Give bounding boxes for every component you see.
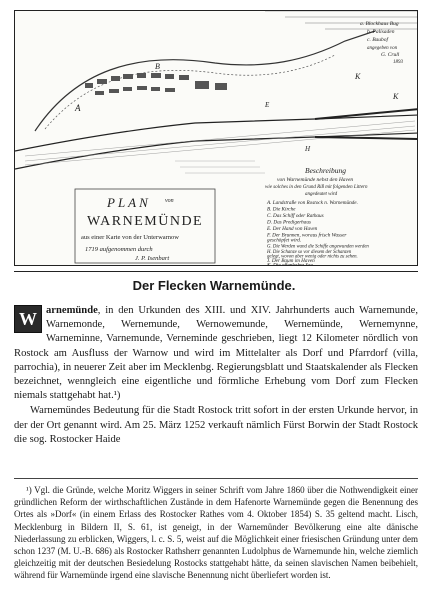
header-rule <box>14 271 418 272</box>
svg-text:D. Das Predigerhaus: D. Das Predigerhaus <box>267 219 311 226</box>
svg-text:Beschreibung: Beschreibung <box>305 166 346 175</box>
town-blocks <box>85 73 227 95</box>
svg-text:C. Das Schiff oder Rathaus: C. Das Schiff oder Rathaus <box>267 213 324 219</box>
svg-text:b. Palisaden: b. Palisaden <box>367 29 395 35</box>
svg-text:a. Blockhaus Bug: a. Blockhaus Bug <box>360 21 399 27</box>
svg-text:gelegt, wovon aber wenig oder: gelegt, wovon aber wenig oder nichts zu sehen. <box>267 254 358 260</box>
body-text <box>14 304 418 447</box>
svg-text:K: K <box>355 72 361 81</box>
river-bank-north <box>15 115 418 151</box>
svg-text:H. Die Schanze so vor diesem d: H. Die Schanze so vor diesem der Schanzen <box>267 250 352 255</box>
svg-text:wie solches in den Grund Riß m: wie solches in den Grund Riß mit folgenden Littern <box>265 185 368 190</box>
map-drawing <box>15 11 418 266</box>
svg-text:J. Der Baum im Haven: J. Der Baum im Haven <box>267 258 315 264</box>
svg-text:F. Der Brunnen, woraus frisch: F. Der Brunnen, woraus frisch Wasser <box>267 232 347 239</box>
paragraph-1 <box>14 304 418 403</box>
svg-text:E: E <box>265 101 270 109</box>
paragraph-2: Warnemündes Bedeutung für die Stadt Rostock tritt sofort in der ersten Urkunde hervor, in der der Ort genannt wird. Am 25. März 1252 verkauft nämlich Fürst Borwin der Stadt Rostock die sog. Rostocker Haide <box>14 405 418 445</box>
svg-text:von Warnemünde nebst den Haven: von Warnemünde nebst den Haven <box>277 177 354 183</box>
svg-text:1893: 1893 <box>393 60 403 65</box>
svg-text:K. Die offenbahre See.: K. Die offenbahre See. <box>267 262 314 267</box>
svg-text:G. Die Werden wand die Schiffe: G. Die Werden wand die Schiffe angewunden werden <box>267 244 369 250</box>
map-title-plan: PLAN <box>107 195 151 210</box>
paragraph-1-lead: arnemünde <box>46 305 98 316</box>
map-title-von: von <box>165 198 174 204</box>
map-surveyed-line2: J. P. Isenbart <box>135 255 170 262</box>
map-title-name: WARNEMÜNDE <box>87 214 204 229</box>
svg-text:B: B <box>155 62 160 71</box>
svg-text:geschöpfet wird.: geschöpfet wird. <box>267 237 302 244</box>
svg-text:B. Die Kirche: B. Die Kirche <box>267 206 296 213</box>
map-subtitle: aus einer Karte von der Unterwarnow <box>81 234 180 241</box>
map-surveyed-line1: 1719 aufgenommen durch <box>85 246 153 253</box>
footnote: ¹) Vgl. die Gründe, welche Moritz Wiggers in seiner Schrift vom Jahre 1860 über die Nothwendigkeit einer gründlichen Reform der wirthschaftlichen Zustände in dem Hafenorte Warnemünde gegen die Benennung des Ortes als »Dorf« (in einem Erlass des Rostocker Rathes vom 4. Oktober 1854) S. 35 geltend macht. Lisch, Mecklenburg in Bildern II, S. 61, ist geneigt, in der Warnemünder Bevölkerung eine alte dänische Niederlassung zu erblicken, Wiggers, l. c. S. 5, weist auf die Möglichkeit einer friesischen Gründung unter dem schon 1237 (M. U.-B. 686) als Rostocker Rathsherr genannten Ludolphus de Warnemunde hin, welche ziemlich gleichzeitig mit der deutschen Besiedelung Rostocks stattgehabt hätte, da seinen slavischen Namen beibehielt, während für Warnemünde irgend eine slavische Benennung nicht überliefert worden ist. <box>14 485 418 581</box>
drop-cap: W <box>14 305 42 333</box>
svg-text:E. Der Hand von Haven: E. Der Hand von Haven <box>267 226 318 232</box>
footnote-rule <box>14 478 418 479</box>
svg-text:A. Landstraße von Rostock n. W: A. Landstraße von Rostock n. Warnemünde. <box>267 200 358 206</box>
svg-text:H: H <box>305 145 311 153</box>
map-legend <box>265 166 369 266</box>
svg-text:angedeutet wird: angedeutet wird <box>305 192 338 197</box>
svg-text:K: K <box>393 92 399 101</box>
paragraph-1-text: , in den Urkunden des XIII. und XIV. Jahrhunderts auch Warnemunde, Warnemonde, Wernemunde, Wernowemunde, Wernemünde, Wernemynne, Warneminne, Varnemunde, Verneminde geschrieben, liegt 12 Kilometer nördlich von Rostock am Ausfluss der Warnow und wird im Mittelalter als Dorf und Pfarrdorf (villa, parrochia), in neuerer Zeit aber im Mecklenbg. Regierungsblatt und Staatskalender als Flecken bezeichnet, wenngleich eine eigentliche und förmliche Erhebung vom Dorf zum Flecken niemals stattgehabt hat.¹) <box>14 305 418 402</box>
svg-text:c. Baubof: c. Baubof <box>367 37 389 43</box>
historical-map <box>14 10 418 266</box>
map-corner-note <box>360 21 404 65</box>
svg-text:A: A <box>75 103 81 113</box>
svg-text:G. Crull: G. Crull <box>381 52 400 58</box>
svg-text:angegeben von: angegeben von <box>367 46 398 51</box>
section-title: Der Flecken Warnemünde. <box>132 278 296 293</box>
